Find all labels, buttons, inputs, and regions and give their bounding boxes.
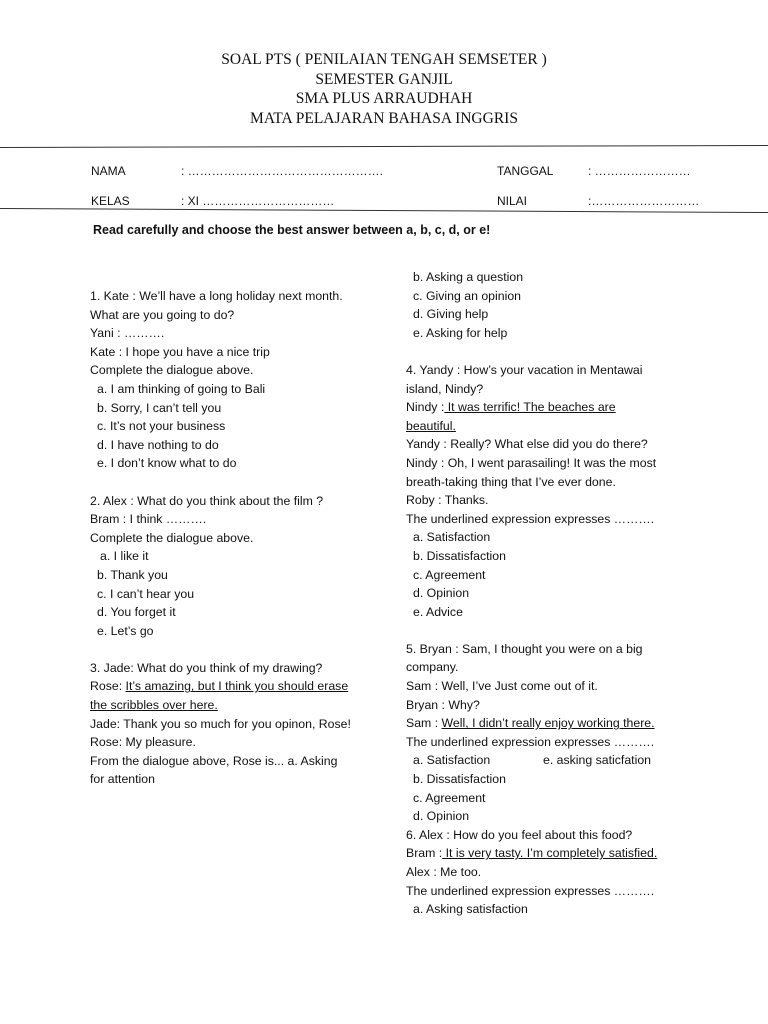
q1-option-a: a. I am thinking of going to Bali	[97, 381, 266, 396]
q4-line: 4. Yandy : How’s your vacation in Mentawai	[406, 362, 643, 377]
question-1	[90, 287, 370, 473]
header-divider	[0, 145, 768, 148]
q6-line: 6. Alex : How do you feel about this food?	[406, 827, 633, 842]
q3-line: Rose: My pleasure.	[90, 735, 196, 750]
q1-line: Kate : I hope you have a nice trip	[90, 344, 270, 359]
question-4	[406, 361, 686, 621]
q5-line: Bryan : Why?	[406, 697, 480, 712]
q5-option-b: b. Dissatisfaction	[413, 772, 506, 787]
q2-option-a: a. I like it	[100, 549, 149, 564]
q3-underlined-expression: the scribbles over here.	[90, 698, 218, 713]
nama-field: : ………………………………………….	[181, 164, 384, 178]
q1-line: Yani : ……….	[90, 326, 165, 341]
question-3-continued	[406, 268, 686, 342]
kelas-label: KELAS	[91, 194, 130, 208]
q3-line: Jade: Thank you so much for you opinon, Rose!	[90, 716, 351, 731]
question-6	[406, 826, 686, 919]
q4-line: island, Nindy?	[406, 381, 484, 396]
q4-line: Nindy : It was terrific! The beaches are	[406, 400, 616, 415]
q1-line: Complete the dialogue above.	[90, 363, 254, 378]
q3-line: From the dialogue above, Rose is... a. Asking	[90, 753, 338, 768]
header-semester: SEMESTER GANJIL	[315, 70, 453, 88]
right-column	[406, 268, 686, 919]
q3-line: 3. Jade: What do you think of my drawing?	[90, 660, 323, 675]
q4-line	[406, 417, 686, 436]
q5-line: company.	[406, 660, 459, 675]
q5-underlined-expression: Well, I didn’t really enjoy working there.	[441, 716, 655, 731]
q1-line: 1. Kate : We’ll have a long holiday next month.	[90, 289, 343, 303]
q5-option-d: d. Opinion	[413, 809, 470, 824]
q5-option-e: e. asking saticfation	[543, 753, 652, 768]
q2-line: Complete the dialogue above.	[90, 530, 254, 545]
q5-line: Sam : Well, I didn’t really enjoy working there.	[406, 716, 655, 731]
q4-option-e: e. Advice	[413, 604, 463, 619]
question-3	[90, 659, 370, 789]
q4-option-c: c. Agreement	[413, 567, 486, 582]
q4-line: The underlined expression expresses ……….	[406, 511, 655, 526]
q6-option-a: a. Asking satisfaction	[413, 902, 528, 917]
q4-underlined-expression: It was terrific! The beaches are	[444, 400, 616, 415]
q4-option-a: a. Satisfaction	[413, 530, 491, 545]
q1-option-d: d. I have nothing to do	[97, 437, 219, 452]
q6-line: The underlined expression expresses ……….	[406, 883, 655, 898]
q5-option-a-row	[406, 751, 686, 770]
tanggal-label: TANGGAL	[497, 164, 554, 178]
q1-line: What are you going to do?	[90, 307, 235, 322]
q2-line: Bram : I think ……….	[90, 512, 207, 527]
q1-option-e: e. I don’t know what to do	[97, 456, 237, 471]
q2-option-b: b. Thank you	[97, 567, 168, 582]
q5-option-c: c. Agreement	[413, 790, 486, 805]
q6-line: Bram : It is very tasty. I’m completely satisfied.	[406, 846, 658, 861]
q6-underlined-expression: It is very tasty. I’m completely satisfied.	[442, 846, 658, 861]
q4-underlined-expression: beautiful.	[406, 418, 456, 433]
q4-option-d: d. Opinion	[413, 586, 470, 601]
q2-option-d: d. You forget it	[97, 605, 176, 620]
nama-label: NAMA	[91, 164, 126, 178]
q3-option-e: e. Asking for help	[413, 325, 508, 340]
q2-option-e: e. Let’s go	[97, 623, 154, 638]
tanggal-field: : ……………………	[588, 164, 691, 178]
q3-line: Rose: It’s amazing, but I think you should erase	[90, 679, 349, 694]
nilai-field: :………………………	[588, 194, 700, 208]
q4-line: Roby : Thanks.	[406, 493, 489, 508]
header-subject: MATA PELAJARAN BAHASA INGGRIS	[250, 109, 518, 127]
question-5	[406, 640, 686, 826]
q6-line: Alex : Me too.	[406, 865, 482, 879]
q5-option-a: a. Satisfaction	[413, 753, 491, 768]
header-title: SOAL PTS ( PENILAIAN TENGAH SEMSETER )	[221, 51, 547, 68]
q3-option-b: b. Asking a question	[413, 270, 524, 284]
nilai-label: NILAI	[497, 194, 528, 208]
q1-option-b: b. Sorry, I can’t tell you	[97, 400, 222, 415]
q3-option-c: c. Giving an opinion	[413, 288, 522, 303]
exam-header	[0, 50, 768, 128]
fields-divider	[0, 208, 768, 213]
kelas-field: : XI ……………………………	[181, 194, 335, 208]
q4-line: breath-taking thing that I’ve ever done.	[406, 474, 616, 489]
q5-line: Sam : Well, I’ve Just come out of it.	[406, 679, 598, 694]
header-school: SMA PLUS ARRAUDHAH	[295, 90, 473, 107]
q3-line	[90, 696, 370, 715]
q3-underlined-expression: It’s amazing, but I think you should erase	[125, 679, 349, 694]
q3-option-d: d. Giving help	[413, 307, 489, 322]
q1-option-c: c. It’s not your business	[97, 419, 226, 434]
instruction-text: Read carefully and choose the best answer between a, b, c, d, or e!	[93, 223, 491, 237]
q4-line: Yandy : Really? What else did you do there?	[406, 437, 648, 452]
q5-line: The underlined expression expresses ……….	[406, 734, 655, 749]
q2-line: 2. Alex : What do you think about the film ?	[90, 493, 324, 508]
question-2	[90, 492, 370, 641]
q4-line: Nindy : Oh, I went parasailing! It was the most	[406, 455, 657, 470]
q5-line: 5. Bryan : Sam, I thought you were on a big	[406, 641, 643, 656]
left-column	[90, 287, 370, 789]
q4-option-b: b. Dissatisfaction	[413, 548, 506, 563]
q2-option-c: c. I can’t hear you	[97, 586, 195, 601]
q3-line: for attention	[90, 772, 155, 787]
